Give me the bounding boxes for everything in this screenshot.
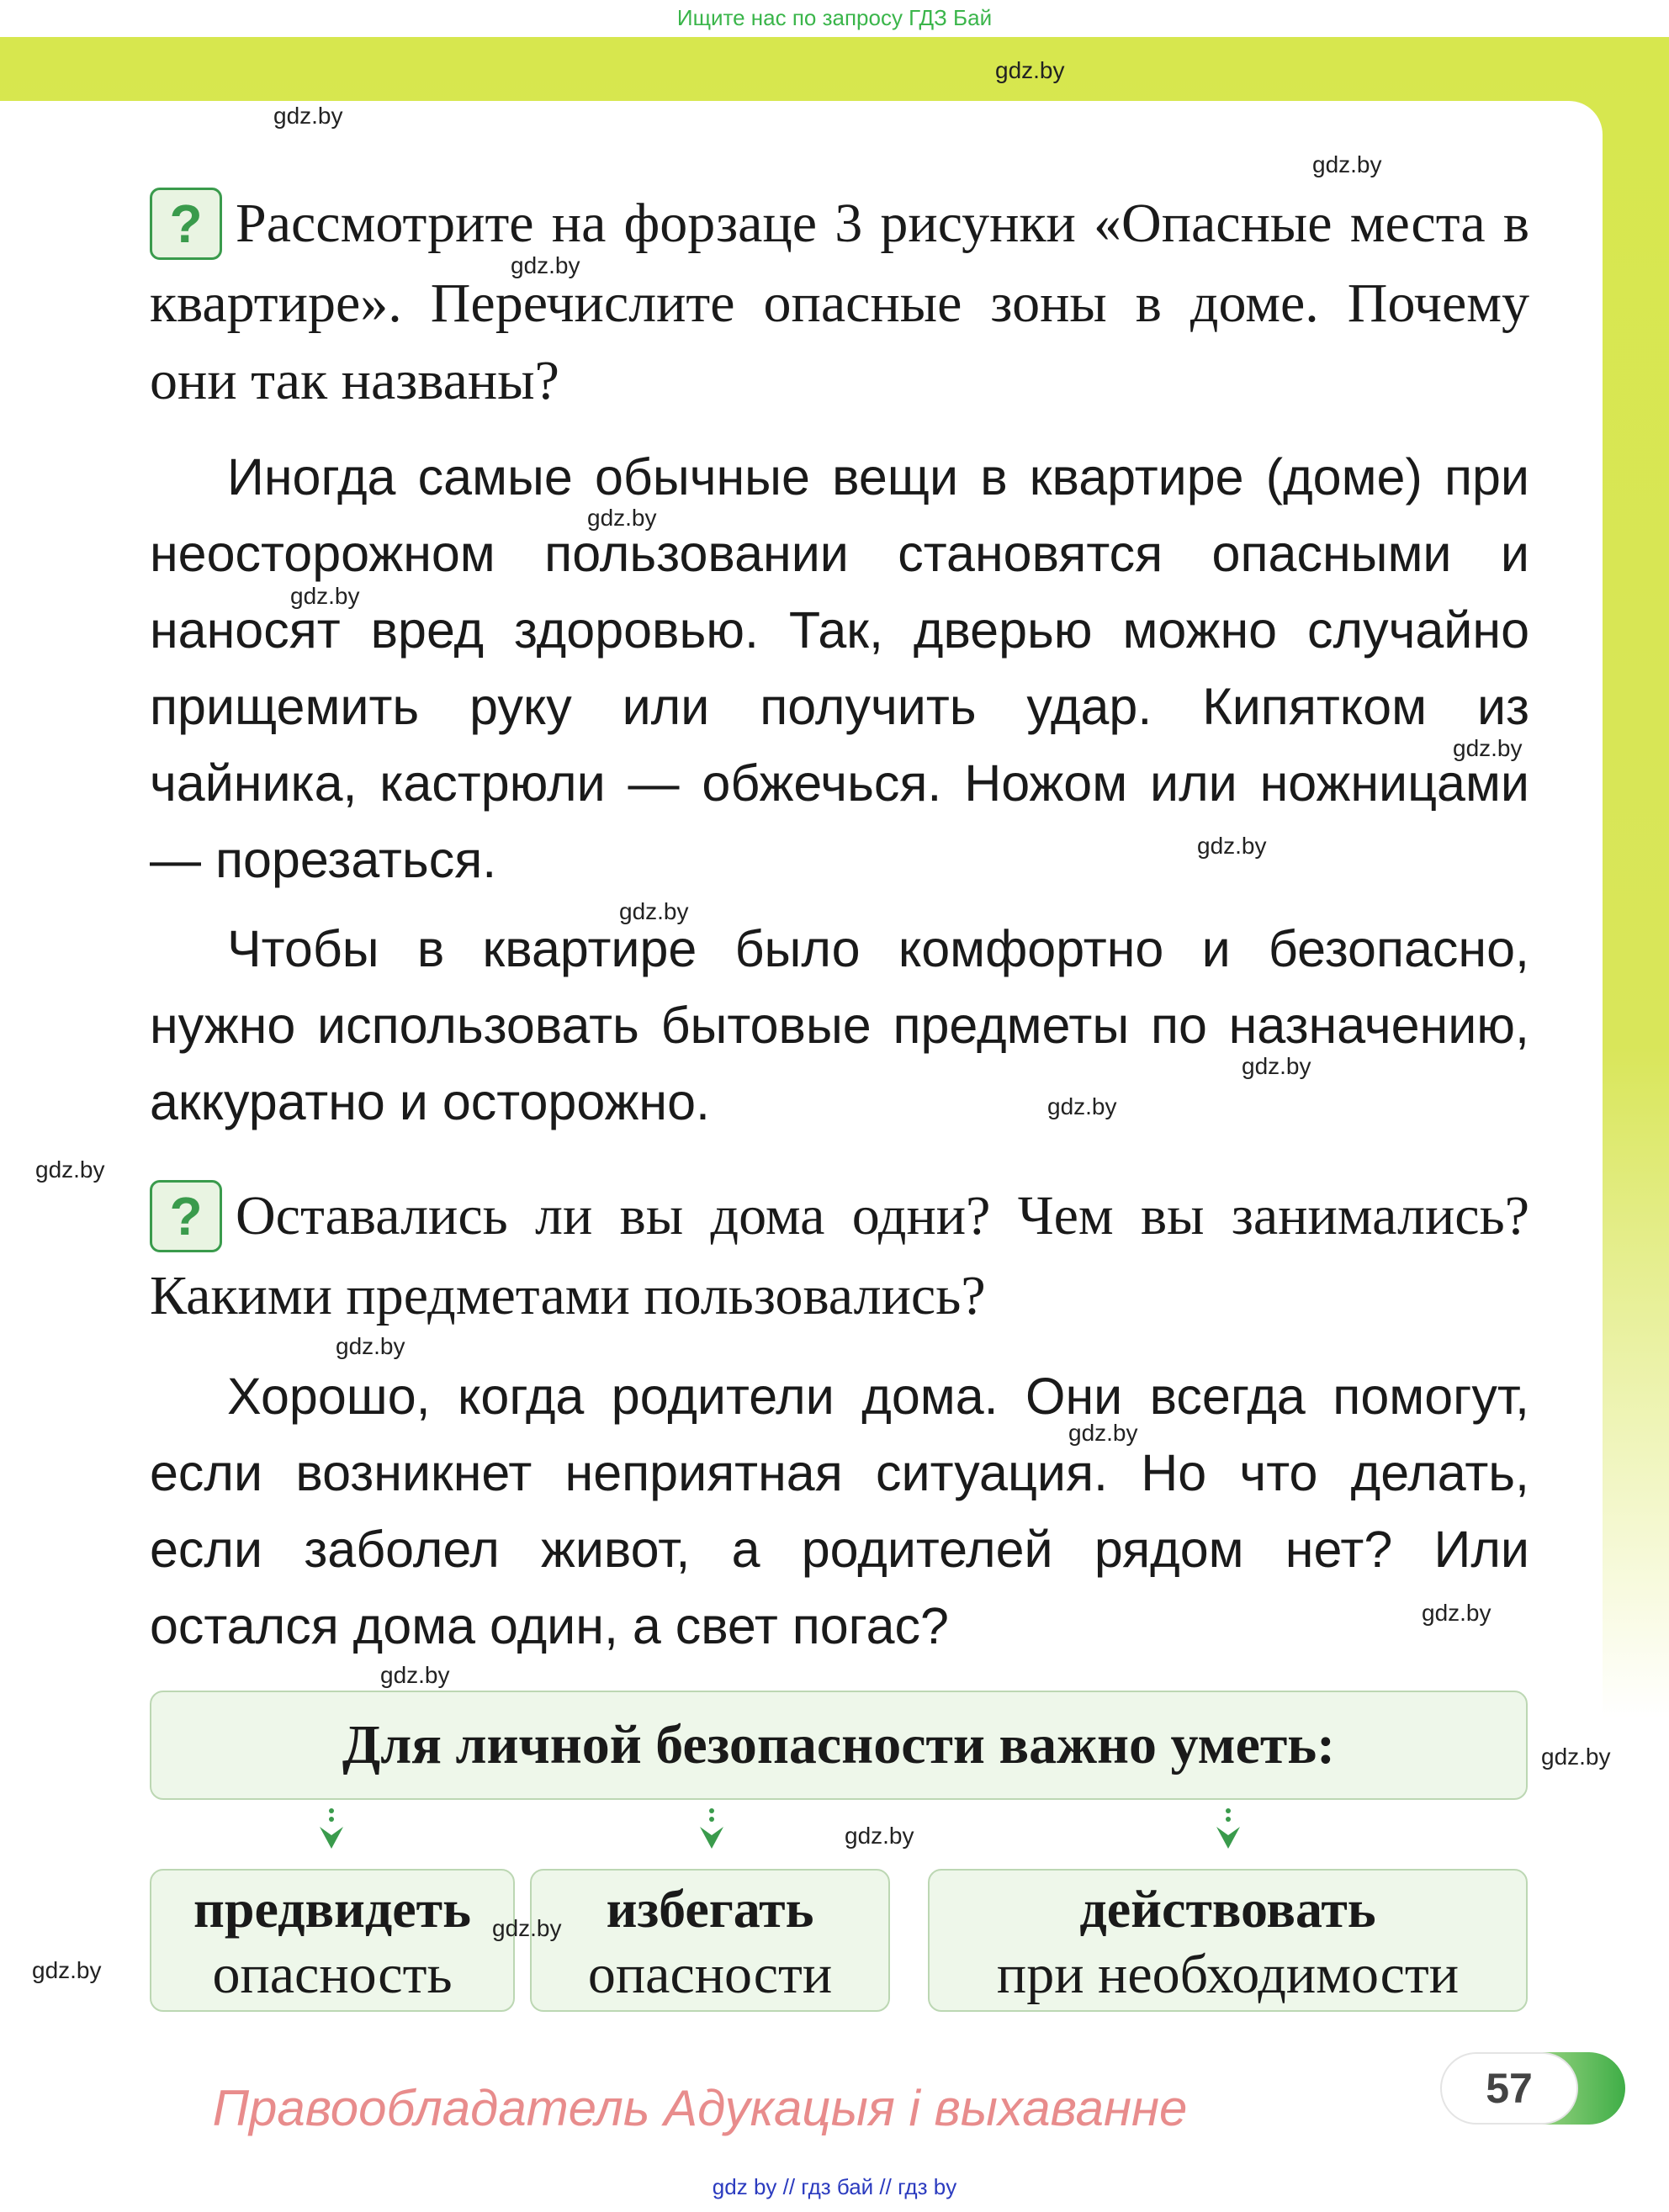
footer-links: gdz by // гдз бай // гдз by: [712, 2174, 957, 2199]
down-arrow-icon: [1211, 1807, 1245, 1854]
watermark: gdz.by: [1541, 1744, 1611, 1770]
question-2: [150, 1177, 1529, 1335]
question-1: [150, 185, 1529, 420]
watermark: gdz.by: [995, 57, 1065, 83]
skill-box-avoid: [530, 1869, 890, 2012]
page-number: 57: [1440, 2052, 1578, 2125]
skill-box-act: [928, 1869, 1528, 2012]
watermark: gdz.by: [290, 583, 360, 609]
watermark: gdz.by: [1242, 1053, 1311, 1079]
skill-verb: действовать: [1079, 1879, 1376, 1939]
question-mark-icon: ?: [150, 188, 222, 260]
paragraph-1: Иногда самые обычные вещи в квартире (доме) при неосторожном пользовании становятся опасными и наносят вред здоровью. Так, дверью можно случайно прищемить руку или получить удар. Кипятком из чайника, кастрюли — обжечься. Ножом или ножницами — порезаться.: [150, 448, 1529, 888]
skill-verb: предвидеть: [193, 1879, 471, 1939]
watermark: gdz.by: [492, 1915, 562, 1941]
skill-object: опасности: [587, 1944, 833, 2005]
watermark: gdz.by: [1312, 151, 1382, 177]
watermark: gdz.by: [273, 103, 343, 129]
down-arrow-icon: [315, 1807, 348, 1854]
watermark: gdz.by: [619, 898, 689, 924]
top-banner: Ищите нас по запросу ГДЗ Бай: [676, 5, 993, 30]
watermark: gdz.by: [511, 252, 580, 278]
watermark: gdz.by: [1068, 1420, 1138, 1446]
safety-scheme-title: Для личной безопасности важно уметь:: [150, 1691, 1528, 1800]
watermark: gdz.by: [587, 505, 657, 531]
question-mark-icon: ?: [150, 1180, 222, 1252]
watermark: gdz.by: [1453, 735, 1523, 761]
question-1-text: Рассмотрите на форзаце 3 рисунки «Опасные места в квартире». Перечислите опасные зоны в доме. Почему они так названы?: [150, 193, 1529, 411]
watermark: gdz.by: [380, 1662, 450, 1688]
watermark: gdz.by: [845, 1823, 914, 1849]
skill-box-foresee: [150, 1869, 515, 2012]
down-arrow-icon: [695, 1807, 729, 1854]
watermark: gdz.by: [1422, 1600, 1492, 1626]
question-2-text: Оставались ли вы дома одни? Чем вы занимались? Какими предметами пользовались?: [150, 1185, 1529, 1326]
watermark: gdz.by: [32, 1957, 102, 1983]
watermark: gdz.by: [1047, 1093, 1117, 1119]
watermark: gdz.by: [35, 1156, 105, 1183]
skill-object: при необходимости: [996, 1944, 1460, 2005]
watermark: gdz.by: [336, 1333, 405, 1359]
skill-object: опасность: [212, 1944, 453, 2005]
copyright-notice: Правообладатель Адукацыя і выхаванне: [212, 2080, 1188, 2136]
paragraph-3: Хорошо, когда родители дома. Они всегда помогут, если возникнет неприятная ситуация. Но что делать, если заболел живот, а родителей рядом нет? Или остался дома один, а свет погас?: [150, 1368, 1529, 1654]
paragraph-2: Чтобы в квартире было комфортно и безопасно, нужно использовать бытовые предметы по назначению, аккуратно и осторожно.: [150, 920, 1529, 1130]
skill-verb: избегать: [606, 1879, 814, 1939]
watermark: gdz.by: [1197, 833, 1267, 859]
